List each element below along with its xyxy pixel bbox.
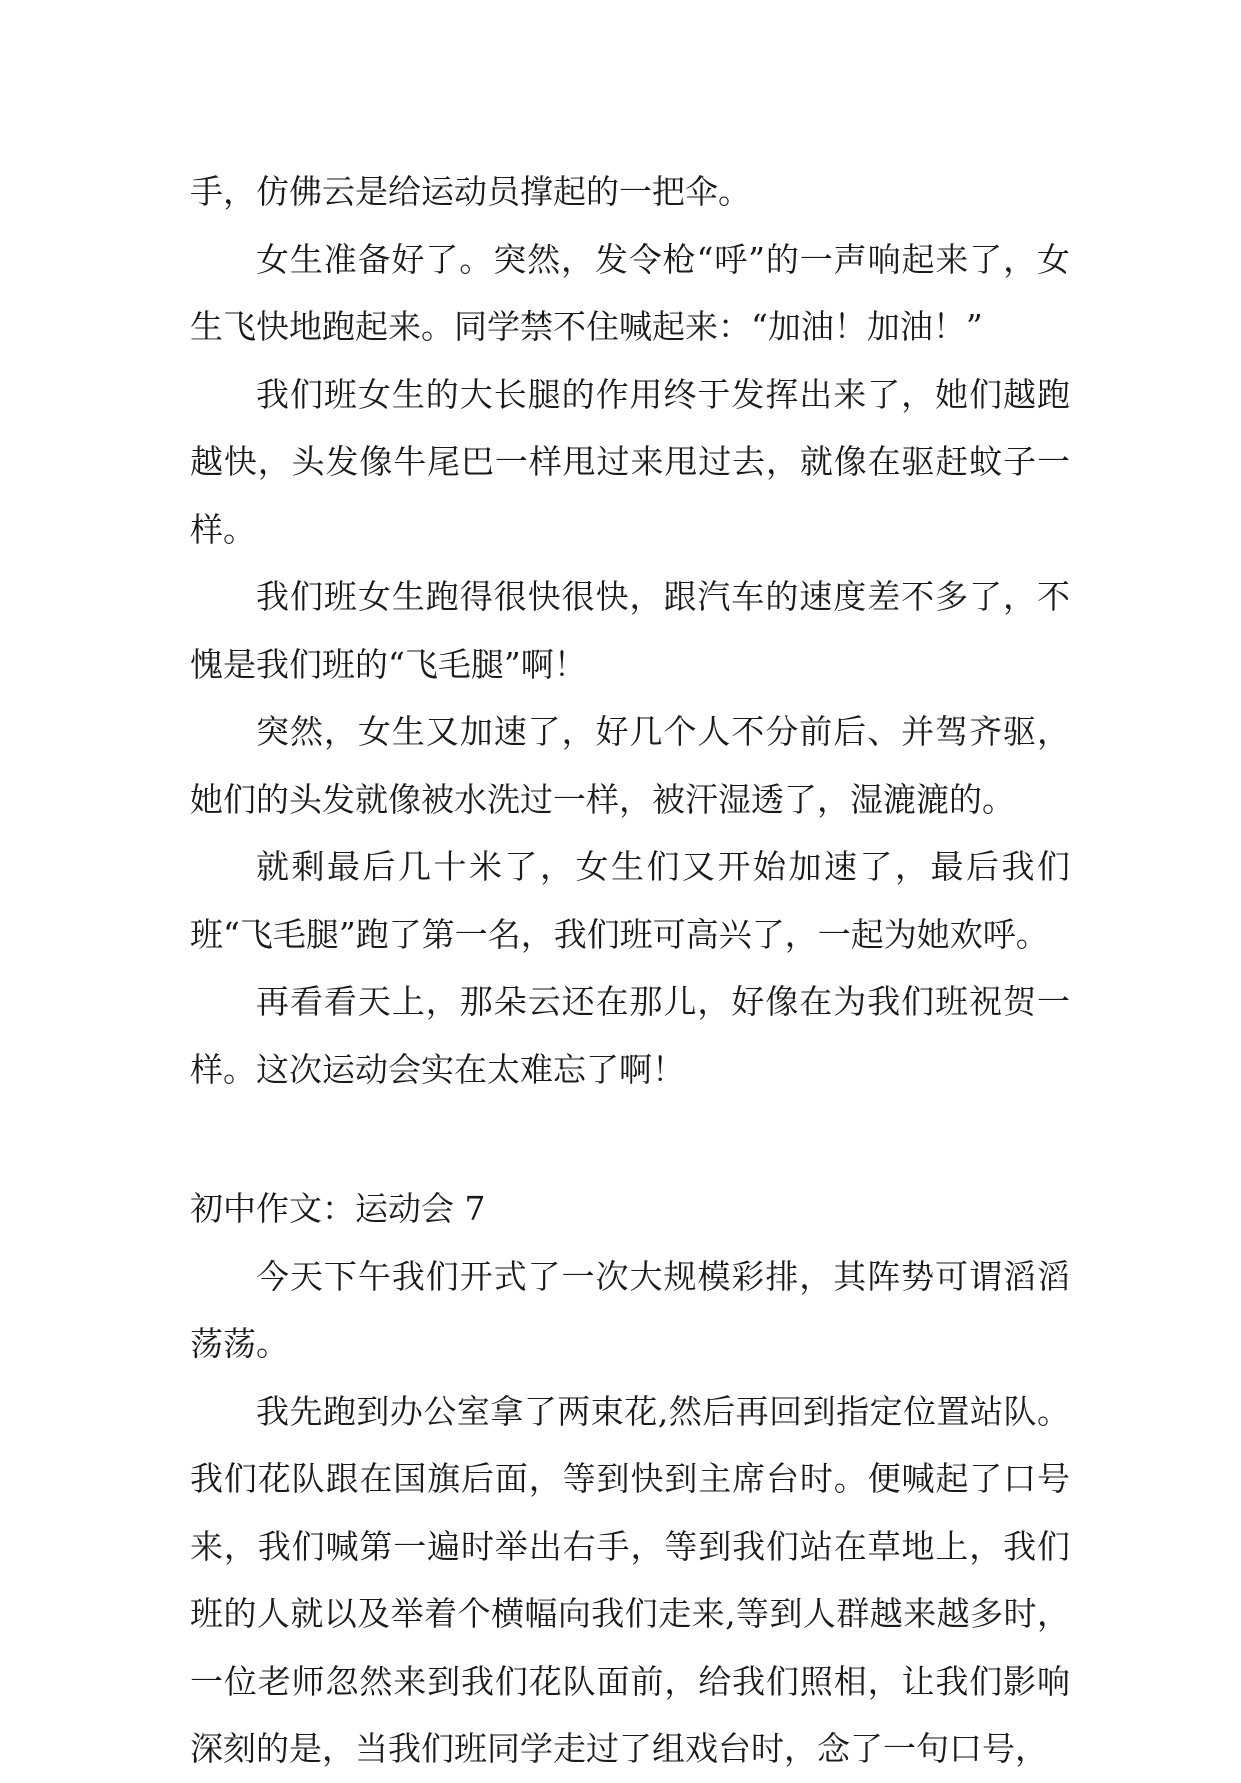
paragraph: 突然，女生又加速了，好几个人不分前后、并驾齐驱，她们的头发就像被水洗过一样，被汗湿透了，湿漉漉的。 (190, 712, 1070, 819)
paragraph: 今天下午我们开式了一次大规模彩排，其阵势可谓滔滔荡荡。 (190, 1256, 1070, 1363)
essay-title: 初中作文：运动会 7 (190, 1189, 486, 1228)
paragraph: 我先跑到办公室拿了两束花,然后再回到指定位置站队。我们花队跟在国旗后面，等到快到主席台时。便喊起了口号来，我们喊第一遍时举出右手，等到我们站在草地上，我们班的人就以及举着个横幅向我们走来,等到人群越来越多时，一位老师忽然来到我们花队面前，给我们照相，让我们影响深刻的是，当我们班同学走过了组戏台时，念了一句口号， (190, 1391, 1070, 1768)
section-gap (190, 1103, 1070, 1175)
paragraph: 女生准备好了。突然，发令枪“呼”的一声响起来了，女生飞快地跑起来。同学禁不住喊起来：“加油！加油！” (190, 239, 1070, 346)
paragraph-continuation: 手，仿佛云是给运动员撑起的一把伞。 (190, 172, 751, 211)
paragraph: 我们班女生的大长腿的作用终于发挥出来了，她们越跑越快，头发像牛尾巴一样甩过来甩过去，就像在驱赶蚊子一样。 (190, 374, 1070, 549)
paragraph: 我们班女生跑得很快很快，跟汽车的速度差不多了，不愧是我们班的“飞毛腿”啊！ (190, 577, 1070, 684)
paragraph: 再看看天上，那朵云还在那儿，好像在为我们班祝贺一样。这次运动会实在太难忘了啊！ (190, 982, 1070, 1089)
paragraph: 就剩最后几十米了，女生们又开始加速了，最后我们班“飞毛腿”跑了第一名，我们班可高兴了，一起为她欢呼。 (190, 847, 1070, 954)
document-body (190, 158, 1070, 1783)
